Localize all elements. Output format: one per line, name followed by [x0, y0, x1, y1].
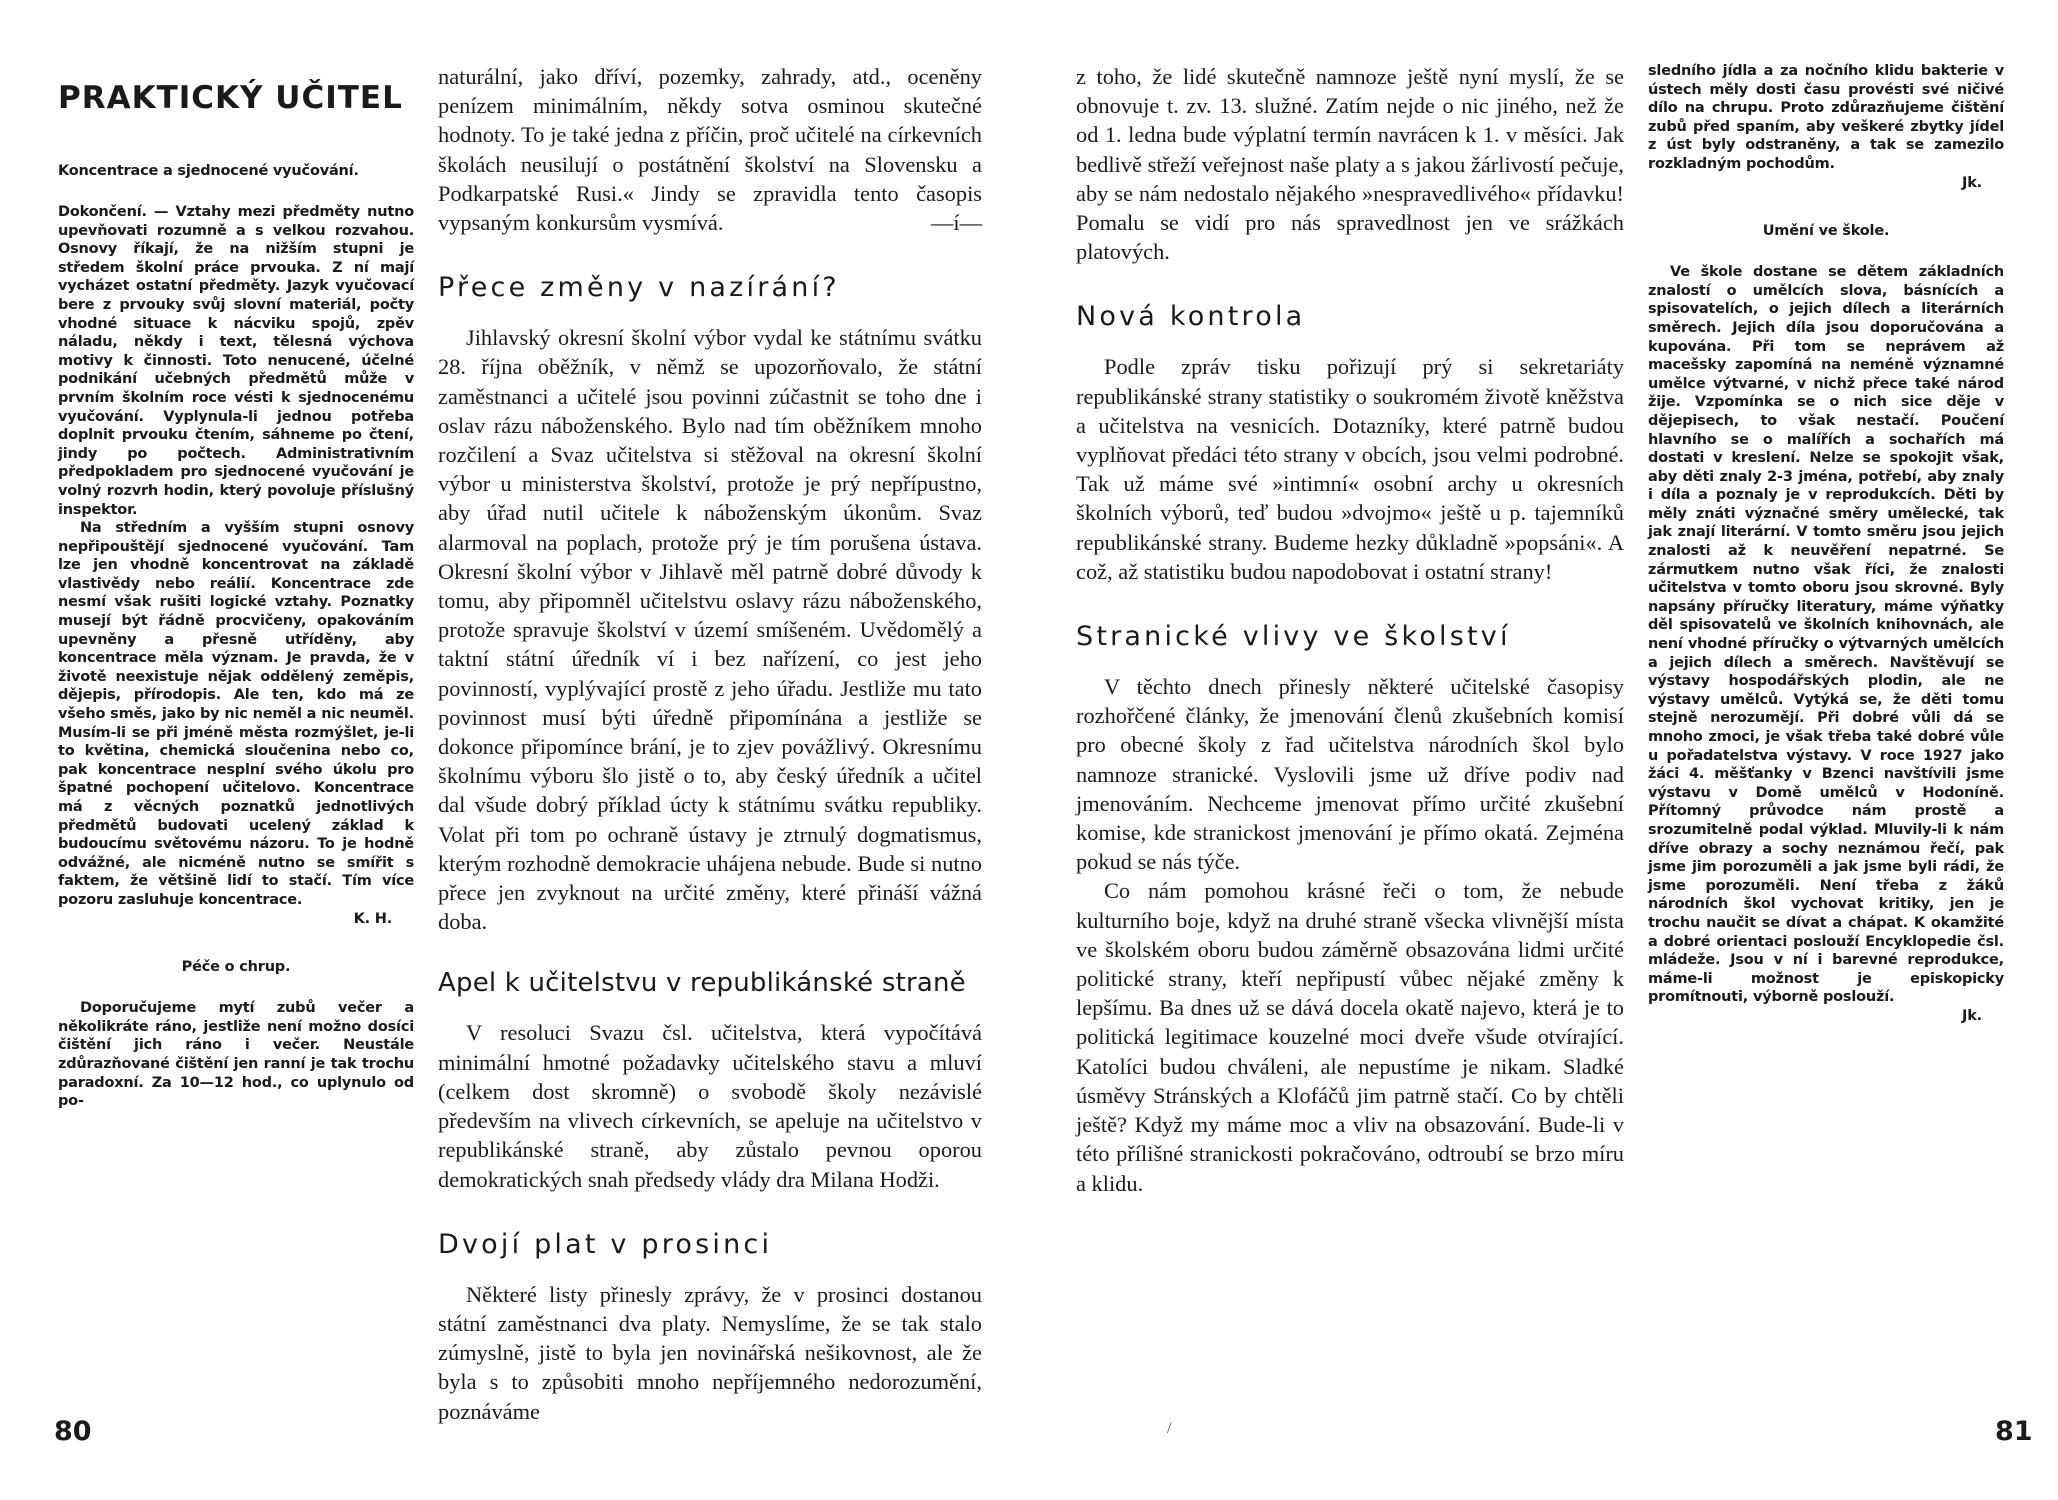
subtitle-umeni: Umění ve škole. [1762, 223, 1890, 240]
paragraph: Podle zpráv tisku pořizují prý si sekretariáty republikánské strany statistiky o soukromém životě kněžstva a učitelstva na vesnicích. Dotazníky, které patrně budou vyplňovat předáci této strany v obcích, jsou velmi podrobné. Tak už máme své »intimní« osobní archy u okresních školních výborů, teď budou »dvojmo« ještě u p. tajemníků republikánské strany. Budeme hezky důkladně »popsáni«. A což, až statistiku budou napodobovat i ostatní strany! [1076, 354, 1624, 584]
right-column-1 [1076, 62, 1624, 1198]
page-number-left: 80 [54, 1416, 92, 1447]
masthead: PRAKTICKÝ UČITEL [58, 80, 403, 116]
subtitle-chrup: Péče o chrup. [181, 959, 291, 976]
heading-stranicke-vlivy: Stranické vlivy ve školství [1076, 621, 1511, 653]
paragraph: Jihlavský okresní školní výbor vydal ke státnímu svátku 28. října oběžník, v němž se upozorňovalo, že státní zaměstnanci a učitelé jsou povinni zúčastnit se toho dne i oslav rázu náboženského. Bylo nad tím oběžníkem mnoho rozčilení a Svaz učitelstva si stěžoval na okresní školní výbor u ministerstva školství, protože je prý nepřípustno, aby úřad nutil učitele k náboženským úkonům. Svaz alarmoval na poplach, protože prý je tím porušena ústava. Okresní školní výbor v Jihlavě měl patrně dobré důvody k tomu, aby připomněl učitelstvu oslavy rázu náboženského, protože spravuje školství v území smíšeném. Uvědomělý a taktní státní úředník ví i bez nařízení, co jest jeho povinností, vyplývající prostě z jeho úřadu. Jestliže mu tato povinnost musí býti úředně připomínána a jestliže se dokonce připomínce brání, je to zjev povážlivý. Okresnímu školnímu výboru šlo jistě o to, aby český úředník a učitel dal všude dobrý příklad úcty k státnímu svátku republiky. Volat při tom po ochraně ústavy je ztrnulý dogmatismus, kterým rozhodně demokracie uhájena nebude. Bude si nutno přece jen zvyknout na určité změny, které přináší vážná doba. [438, 325, 982, 935]
paragraph: z toho, že lidé skutečně namnoze ještě nyní myslí, že se obnovuje t. zv. 13. služné. Zatím nejde o nic jiného, než že od 1. ledna bude výplatní termín navrácen k 1. v měsíci. Jak bedlivě střeží veřejnost naše platy a s jakou žárlivostí pečuje, aby se nám nedostalo nějakého »nespravedlivého« přídavku! Pomalu se vidí pro nás spravedlnost jen ve srážkách platových. [1076, 64, 1624, 265]
signature: Jk. [1962, 174, 1982, 191]
paragraph: V resoluci Svazu čsl. učitelstva, která vypočítává minimální hmotné požadavky učitelského stavu a mluví (celkem dost skromně) o svobodě školy nezávislé především na vlivech církevních, se apeluje na učitelstvo v republikánské straně, aby zůstalo pevnou oporou demokratických snah předsedy vlády dra Milana Hodži. [438, 1020, 982, 1192]
paragraph: Některé listy přinesly zprávy, že v prosinci dostanou státní zaměstnanci dva platy. Nemyslíme, že se tak stalo zúmyslně, jistě to byla jen novinářská nešikovnost, ale že byla s to způsobiti mnoho nepříjemného nedorozumění, poznáváme [438, 1281, 982, 1424]
signature: K. H. [353, 910, 392, 927]
paragraph: Ve škole dostane se dětem základních znalostí o umělcích slova, básnících a spisovatelích, o jejich dílech a literárních směrech. Jejich díla jsou doporučována a kupována. Při tom se neprávem až macešsky zapomíná na neméně významné umělce výtvarné, v nichž přece také národ žije. Vzpomínka se o nich sice děje v dějepisech, to však nestačí. Poučení hlavního se o malířích a sochařích má dostati v kreslení. Nelze se spokojit však, aby děti znaly 2-3 jména, potřebí, aby znaly i díla a poznaly je v reprodukcích. Děti by měly znáti význačné směry umělecké, tak jak znají literární. V tomto směru jsou jejich znalosti až k neuvěření nepatrné. Se zármutkem nutno však říci, že znalosti učitelstva v tomto oboru jsou skrovné. Byly napsány příručky literatury, máme výňatky děl spisovatelů ve školních knihovnách, ale není vhodné příručky o výtvarných umělcích a jejich dílech a směrech. Navštěvují se výstavy hospodářských plodin, ale ne výstavy umělců. Vytýká se, že děti tomu stejně nerozumějí. Při dobré vůli dá se mnoho zmoci, je však třeba také dobré vůle u pořadatelstva výstavy. V roce 1927 jako žáci 4. měšťanky v Bzenci navštívili jsme výstavu v Domě umělců v Hodoníně. Přítomný průvodce nám prostě a srozumitelně podal výklad. Mluvily-li k nám dříve obrazy a sochy neznámou řečí, pak jsme jim porozuměli a jak jsme byli rádi, že jsme porozuměli. Není třeba z žáků národních škol vychovat kritiky, jen je trochu naučit se dívat a chápat. K okamžité a dobré orientaci poslouží Encyklopedie čsl. mládeže. Jsou v ní i barevné reprodukce, máme-li možnost je episkopicky promítnouti, výborně poslouží. [1648, 264, 2004, 1006]
right-page [1050, 0, 2058, 1500]
paragraph [438, 62, 982, 237]
paragraph: Doporučujeme mytí zubů večer a několikráte ráno, jestliže není možno dosíci čištění jich ráno i večer. Neustále zdůrazňované čištění jen ranní je tak trochu paradoxní. Za 10—12 hod., co uplynulo od po- [58, 1000, 414, 1110]
paragraph: Co nám pomohou krásné řeči o tom, že nebude kulturního boje, když na druhé straně všecka vlivnější místa ve školském oboru budou záměrně obsazována lidmi určité politické strany, kteří nepřipustí vůbec nějaké změny k lepšímu. Ba dnes už se dává docela okatě najevo, která je to politická legitimace kouzelné moci dveře všude otvírající. Katolíci budou chváleni, ale nepustíme je nikam. Sladké úsměvy Stránských a Klofáčů jim patrně stačí. Co by chtěli ještě? Když my máme moc a vliv na obsazování. Bude-li v této přílišné stranickosti pokračováno, odtroubí se brzo míru a klidu. [1076, 878, 1624, 1196]
subtitle-koncentrace: Koncentrace a sjednocené vyučování. [58, 163, 359, 179]
heading-nova-kontrola: Nová kontrola [1076, 301, 1306, 333]
paragraph: sledního jídla a za nočního klidu bakterie v ústech měly dosti času provésti své ničivé dílo na chrupu. Proto zdůrazňujeme čištění zubů před spaním, aby veškeré zbytky jídel z úst byly odstraněny, a tak se zamezilo rozkladným pochodům. [1648, 63, 2004, 172]
right-column-2 [1648, 62, 2004, 1026]
left-column-2 [438, 62, 982, 1426]
heading-apel: Apel k učitelstvu v republikánské straně [438, 968, 966, 999]
signature: Jk. [1962, 1007, 1982, 1024]
paragraph: Na středním a vyšším stupni osnovy nepřipouštějí sjednocené vyučování. Tam lze jen vhodně koncentrovat na základě vlastivědy nebo reálií. Koncentrace zde nesmí však rušiti logické vztahy. Poznatky musejí být řádně procvičeny, opakováním upevněny a přesně utříděny, aby koncentrace měla význam. Je pravda, že v životě neexistuje nějak oddělený zeměpis, dějepis, přírodopis. Ale ten, kdo má ze všeho směs, jako by nic neměl a nic neuměl. Musím-li se při jméně města rozmýšlet, je-li to květina, chemická sloučenina nebo co, pak koncentrace nesplní svého úkolu pro špatné pochopení učitelovo. Koncentrace má z věcných poznatků jednotlivých předmětů budovati ucelený základ k budoucímu světovému názoru. To je hodně odvážné, ale nicméně nutno se smířit s faktem, že většině lidí to stačí. Tím více pozoru zasluhuje koncentrace. [58, 520, 414, 908]
page-number-right: 81 [1995, 1416, 2033, 1447]
stray-mark: / [1167, 1420, 1172, 1437]
paragraph: Dokončení. — Vztahy mezi předměty nutno upevňovati rozumně a s velkou rozvahou. Osnovy říkají, že na nižším stupni je středem školní práce prvouka. Z ní mají vycházet ostatní předměty. Jazyk vyučovací bere z prvouky svůj slovní materiál, počty vhodné situace k nácviku spojů, zpěv náladu, někdy i text, tělesná výchova motivy k činnosti. Toto nenucené, účelné podnikání učebných předmětů může v prvním školním roce vésti k sjednocenému vyučování. Vyplynula-li jednou potřeba doplnit prvouku čtením, sáhneme po čtení, jindy po počtech. Administrativním předpokladem pro sjednocené vyučování je volný rozvrh hodin, který povoluje příslušný inspektor. [58, 204, 414, 518]
paragraph: V těchto dnech přinesly některé učitelské časopisy rozhořčené články, že jmenování členů zkušebních komisí pro obecné školy z řad učitelstva národních škol bylo namnoze stranické. Vyslovili jsme už dříve podiv nad jmenováním. Nechceme jmenovat přímo určité zkušební komise, kde stranickost jmenování je přímo okatá. Zejména pokud se nás týče. [1076, 674, 1624, 875]
heading-dvoji-plat: Dvojí plat v prosinci [438, 1228, 773, 1260]
heading-prece-zmeny: Přece změny v nazírání? [438, 272, 840, 304]
left-page [0, 0, 1010, 1500]
left-column-1 [58, 62, 414, 1111]
signature: —í— [930, 210, 982, 236]
intro-text: naturální, jako dříví, pozemky, zahrady, atd., oceněny penízem minimálním, někdy sotva osminou skutečné hodnoty. To je také jedna z příčin, proč učitelé na církevních školách neusilují o postátnění školství na Slovensku a Podkarpatské Rusi.« Jindy se zpravidla tento časopis vypsaným konkursům vysmívá. [438, 64, 982, 236]
